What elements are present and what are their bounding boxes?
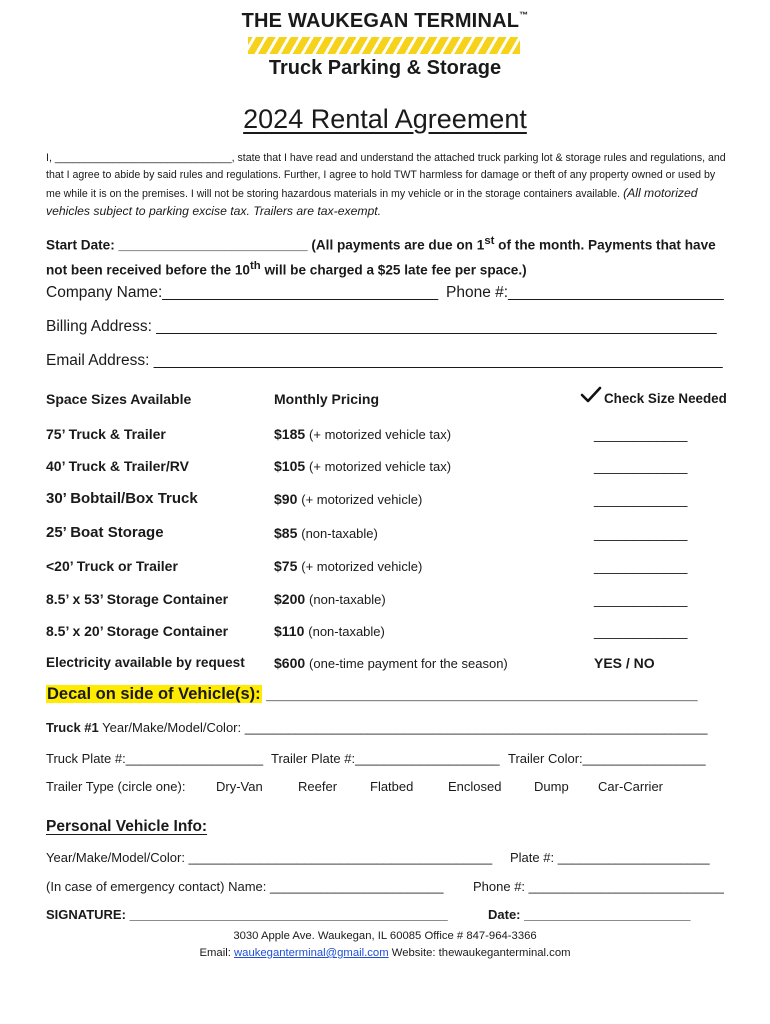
phone-field[interactable]: _________________________: [508, 284, 724, 301]
trailer-type-option[interactable]: Dump: [534, 779, 569, 794]
size-label: <20’ Truck or Trailer: [46, 558, 178, 574]
start-date-field[interactable]: _________________________: [118, 237, 308, 253]
personal-vehicle-heading: Personal Vehicle Info:: [46, 818, 208, 835]
size-check-field[interactable]: ____________: [594, 491, 688, 507]
billing-row: [46, 318, 717, 336]
price-cell: [274, 491, 422, 507]
size-check-field[interactable]: ____________: [594, 525, 688, 541]
truck-ymmc-field[interactable]: ________________________________________________________________: [244, 720, 708, 735]
price-note: (non-taxable): [308, 624, 385, 639]
footer-email-link[interactable]: waukeganterminal@gmail.com: [234, 947, 389, 959]
trailer-color-field[interactable]: _________________: [582, 751, 706, 766]
price-cell: [274, 458, 451, 474]
signature-row: [46, 907, 448, 922]
trailer-plate-field[interactable]: ____________________: [355, 751, 500, 766]
price-value: $90: [274, 491, 298, 507]
col-price-header: Monthly Pricing: [274, 391, 379, 407]
date-row: [488, 907, 690, 922]
size-label: 30’ Bobtail/Box Truck: [46, 490, 198, 507]
hazard-stripe: [248, 37, 520, 54]
trailer-type-option[interactable]: Enclosed: [448, 779, 502, 794]
tax-note: (All motorized vehicles subject to parking excise tax. Trailers are tax-exempt.: [46, 185, 698, 218]
footer-address: 3030 Apple Ave. Waukegan, IL 60085 Office # 847-964-3366: [233, 930, 537, 942]
trailer-color-label: Trailer Color:: [508, 751, 583, 766]
emergency-name-row: [46, 879, 444, 894]
truck-plate-label: Truck Plate #:: [46, 751, 126, 766]
price-cell: [274, 655, 508, 671]
col-check-header: Check Size Needed: [604, 391, 727, 406]
price-cell: [274, 426, 451, 442]
emergency-phone-field[interactable]: ___________________________: [528, 879, 724, 894]
price-note: (non-taxable): [309, 592, 386, 607]
start-date-label: Start Date:: [46, 237, 115, 253]
date-field[interactable]: _______________________: [524, 907, 691, 922]
trailer-type-label: Trailer Type (circle one):: [46, 779, 186, 794]
terms-sup-1: st: [484, 235, 495, 247]
price-value: $110: [274, 623, 305, 639]
personal-ymmc-row: [46, 850, 492, 865]
electricity-yes-no[interactable]: YES / NO: [594, 655, 655, 671]
company-label: Company Name:: [46, 284, 163, 301]
company-field[interactable]: ________________________________: [162, 284, 439, 301]
col-size-header: Space Sizes Available: [46, 391, 192, 407]
personal-plate-row: [510, 850, 710, 865]
size-label: 75’ Truck & Trailer: [46, 426, 166, 442]
terms-text-2: of the month. Payments that have not been received before the 10: [46, 237, 716, 278]
trailer-type-option[interactable]: Reefer: [298, 779, 338, 794]
terms-text-1: (All payments are due on 1: [311, 237, 485, 253]
price-value: $600: [274, 655, 306, 671]
personal-plate-label: Plate #:: [510, 850, 555, 865]
trademark: ™: [519, 10, 529, 20]
footer-email-label: Email:: [199, 947, 231, 959]
truck-ymmc-label: Year/Make/Model/Color:: [98, 720, 242, 735]
decal-label: Decal on side of Vehicle(s):: [47, 685, 261, 703]
checkmark-icon: [580, 386, 602, 404]
size-check-field[interactable]: ____________: [594, 591, 688, 607]
price-note: (+ motorized vehicle tax): [309, 459, 452, 474]
price-note: (+ motorized vehicle): [301, 492, 423, 507]
page-title: 2024 Rental Agreement: [243, 104, 527, 134]
trailer-color-row: [508, 751, 706, 766]
size-check-field[interactable]: ____________: [594, 426, 688, 442]
truck-ymmc-row: [46, 720, 707, 735]
email-row: [46, 352, 723, 370]
size-label: 8.5’ x 20’ Storage Container: [46, 623, 229, 639]
truck-number-label: Truck #1: [46, 720, 99, 735]
emergency-phone-row: [473, 879, 724, 894]
trailer-type-option[interactable]: Dry-Van: [216, 779, 263, 794]
price-cell: [274, 591, 386, 607]
price-value: $85: [274, 525, 298, 541]
phone-row: [446, 284, 724, 302]
price-value: $75: [274, 558, 298, 574]
brand-name: THE WAUKEGAN TERMINAL™: [241, 10, 529, 32]
agreement-text: I, ______________________________, state that I have read and understand the attached truck parking lot & storage rules and regulations, and that I agree to abide by said rules and regulations. Further, I agree to hold TWT harmless for damage or theft of any property owned or used by me while it is on the premises. I will not be storing hazardous materials in my vehicle or in the storage containers available.: [46, 152, 726, 200]
signature-field[interactable]: ____________________________________________: [129, 907, 448, 922]
trailer-type-option[interactable]: Flatbed: [370, 779, 414, 794]
date-label: Date:: [488, 907, 521, 922]
price-value: $185: [274, 426, 306, 442]
size-label: 25’ Boat Storage: [46, 524, 164, 541]
truck-plate-row: [46, 751, 263, 766]
price-cell: [274, 623, 385, 639]
size-label: Electricity available by request: [46, 655, 245, 670]
personal-ymmc-field[interactable]: __________________________________________: [188, 850, 493, 865]
agreement-paragraph: [46, 150, 726, 221]
price-value: $105: [274, 458, 306, 474]
email-label: Email Address:: [46, 352, 150, 369]
price-value: $200: [274, 591, 306, 607]
size-check-field[interactable]: ____________: [594, 623, 688, 639]
phone-label: Phone #:: [446, 284, 509, 301]
emergency-phone-label: Phone #:: [473, 879, 526, 894]
size-check-field[interactable]: ____________: [594, 558, 688, 574]
trailer-plate-row: [271, 751, 500, 766]
signature-label: SIGNATURE:: [46, 907, 126, 922]
price-cell: [274, 525, 378, 541]
truck-plate-field[interactable]: ___________________: [125, 751, 264, 766]
billing-field[interactable]: _________________________________________________________________: [156, 318, 717, 335]
decal-row: [46, 685, 698, 704]
size-check-field[interactable]: ____________: [594, 458, 688, 474]
personal-plate-field[interactable]: _____________________: [557, 850, 710, 865]
personal-ymmc-label: Year/Make/Model/Color:: [46, 850, 185, 865]
footer-website: Website: thewaukeganterminal.com: [391, 947, 571, 959]
terms-sup-2: th: [249, 259, 261, 272]
price-note: (non-taxable): [301, 526, 378, 541]
price-note: (+ motorized vehicle): [301, 559, 423, 574]
emergency-name-label: (In case of emergency contact) Name:: [46, 879, 267, 894]
terms-text-3: will be charged a $25 late fee per space.): [260, 262, 527, 278]
size-label: 40’ Truck & Trailer/RV: [46, 458, 189, 474]
company-row: [46, 284, 438, 302]
size-label: 8.5’ x 53’ Storage Container: [46, 591, 229, 607]
price-cell: [274, 558, 422, 574]
footer-contact: [0, 947, 770, 959]
billing-label: Billing Address:: [46, 318, 152, 335]
email-field[interactable]: __________________________________________________________________: [153, 352, 723, 369]
trailer-type-option[interactable]: Car-Carrier: [598, 779, 663, 794]
emergency-name-field[interactable]: ________________________: [270, 879, 444, 894]
price-note: (+ motorized vehicle tax): [309, 427, 452, 442]
brand-subtitle: Truck Parking & Storage: [268, 57, 502, 79]
price-note: (one-time payment for the season): [309, 656, 508, 671]
decal-field[interactable]: _______________________________________________: [261, 685, 698, 703]
trailer-plate-label: Trailer Plate #:: [271, 751, 356, 766]
payment-terms: [46, 231, 736, 280]
